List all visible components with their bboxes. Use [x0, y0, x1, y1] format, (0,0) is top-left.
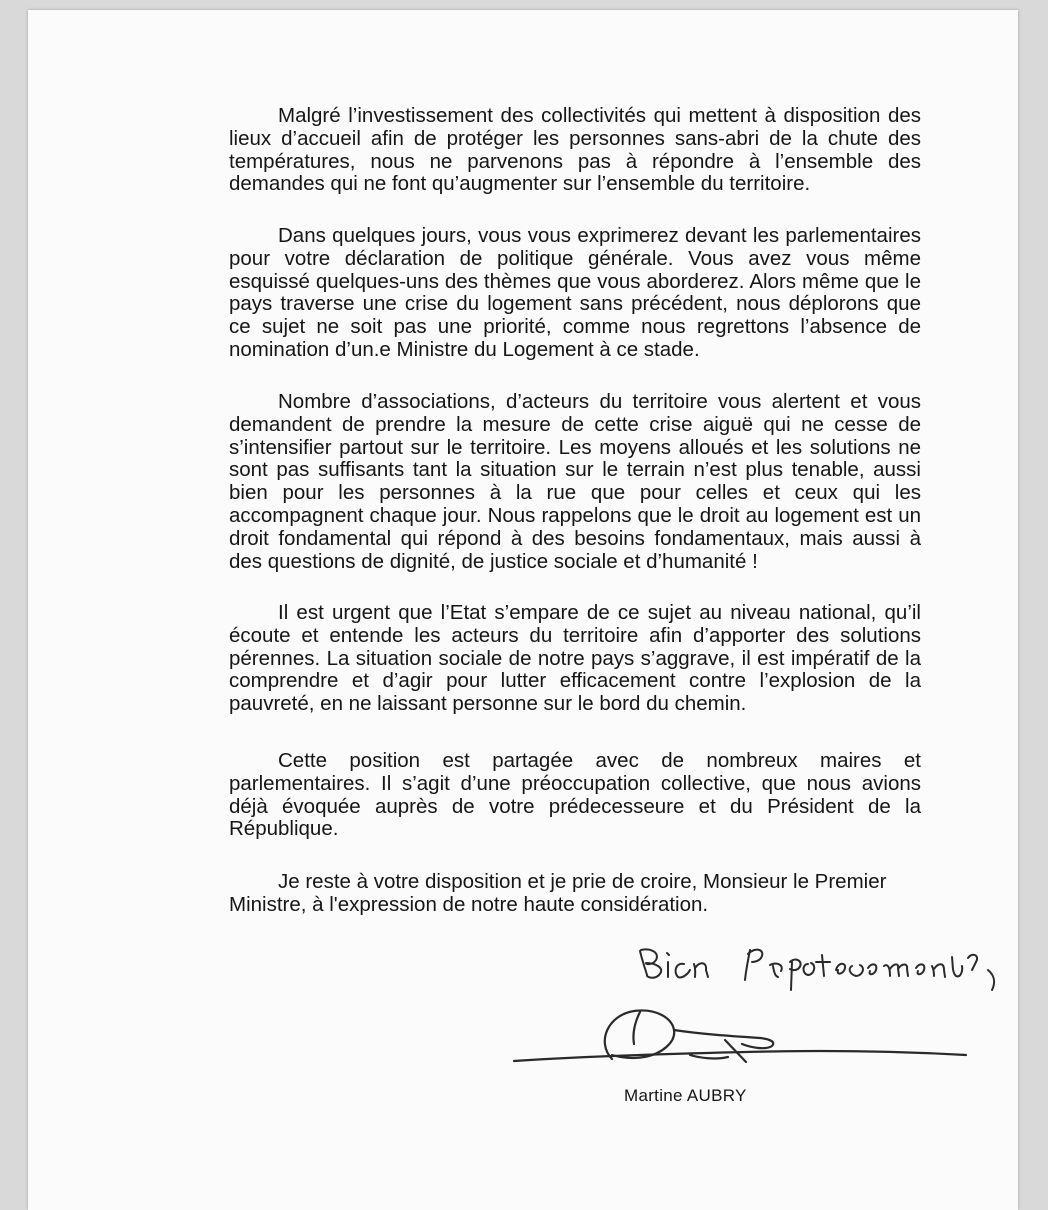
letter-paragraph: Malgré l’investissement des collectivités qui mettent à disposition des lieux d’accueil afin de protéger les personnes sans-abri de la chute des températures, nous ne parvenons pas à répondre à l’ensemble des demandes qui ne font qu’augmenter sur l’ensemble du territoire. — [229, 104, 921, 196]
letter-paragraph: Nombre d’associations, d’acteurs du territoire vous alertent et vous demandent de prendre la mesure de cette crise aiguë qui ne cesse de s’intensifier partout sur le territoire. Les moyens alloués et les solutions ne sont pas suffisants tant la situation sur le terrain n’est plus tenable, aussi bien pour les personnes à la rue que pour celles et ceux qui les accompagnent chaque jour. Nous rappelons que le droit au logement est un droit fondamental qui répond à des besoins fondamentaux, mais aussi à des questions de dignité, de justice sociale et d’humanité ! — [229, 390, 921, 573]
signatory-name: Martine AUBRY — [624, 1086, 747, 1105]
closing-paragraph: Je reste à votre disposition et je prie de croire, Monsieur le Premier Ministre, à l'expression de notre haute considération. — [229, 870, 887, 916]
letter-paragraph: Dans quelques jours, vous vous exprimerez devant les parlementaires pour votre déclaration de politique générale. Vous avez vous même esquissé quelques-uns des thèmes que vous aborderez. Alors même que le pays traverse une crise du logement sans précédent, nous déplorons que ce sujet ne soit pas une priorité, comme nous regrettons l’absence de nomination d’un.e Ministre du Logement à ce stade. — [229, 224, 921, 361]
letter-paragraph: Il est urgent que l’Etat s’empare de ce sujet au niveau national, qu’il écoute et entende les acteurs du territoire afin d’apporter des solutions pérennes. La situation sociale de notre pays s’aggrave, il est impératif de la comprendre et d’agir pour lutter efficacement contre l’explosion de la pauvreté, en ne laissant personne sur le bord du chemin. — [229, 601, 921, 716]
letter-paragraph: Cette position est partagée avec de nombreux maires et parlementaires. Il s’agit d’une préoccupation collective, que nous avions déjà évoquée auprès de votre prédecesseure et du Président de la République. — [229, 749, 921, 841]
